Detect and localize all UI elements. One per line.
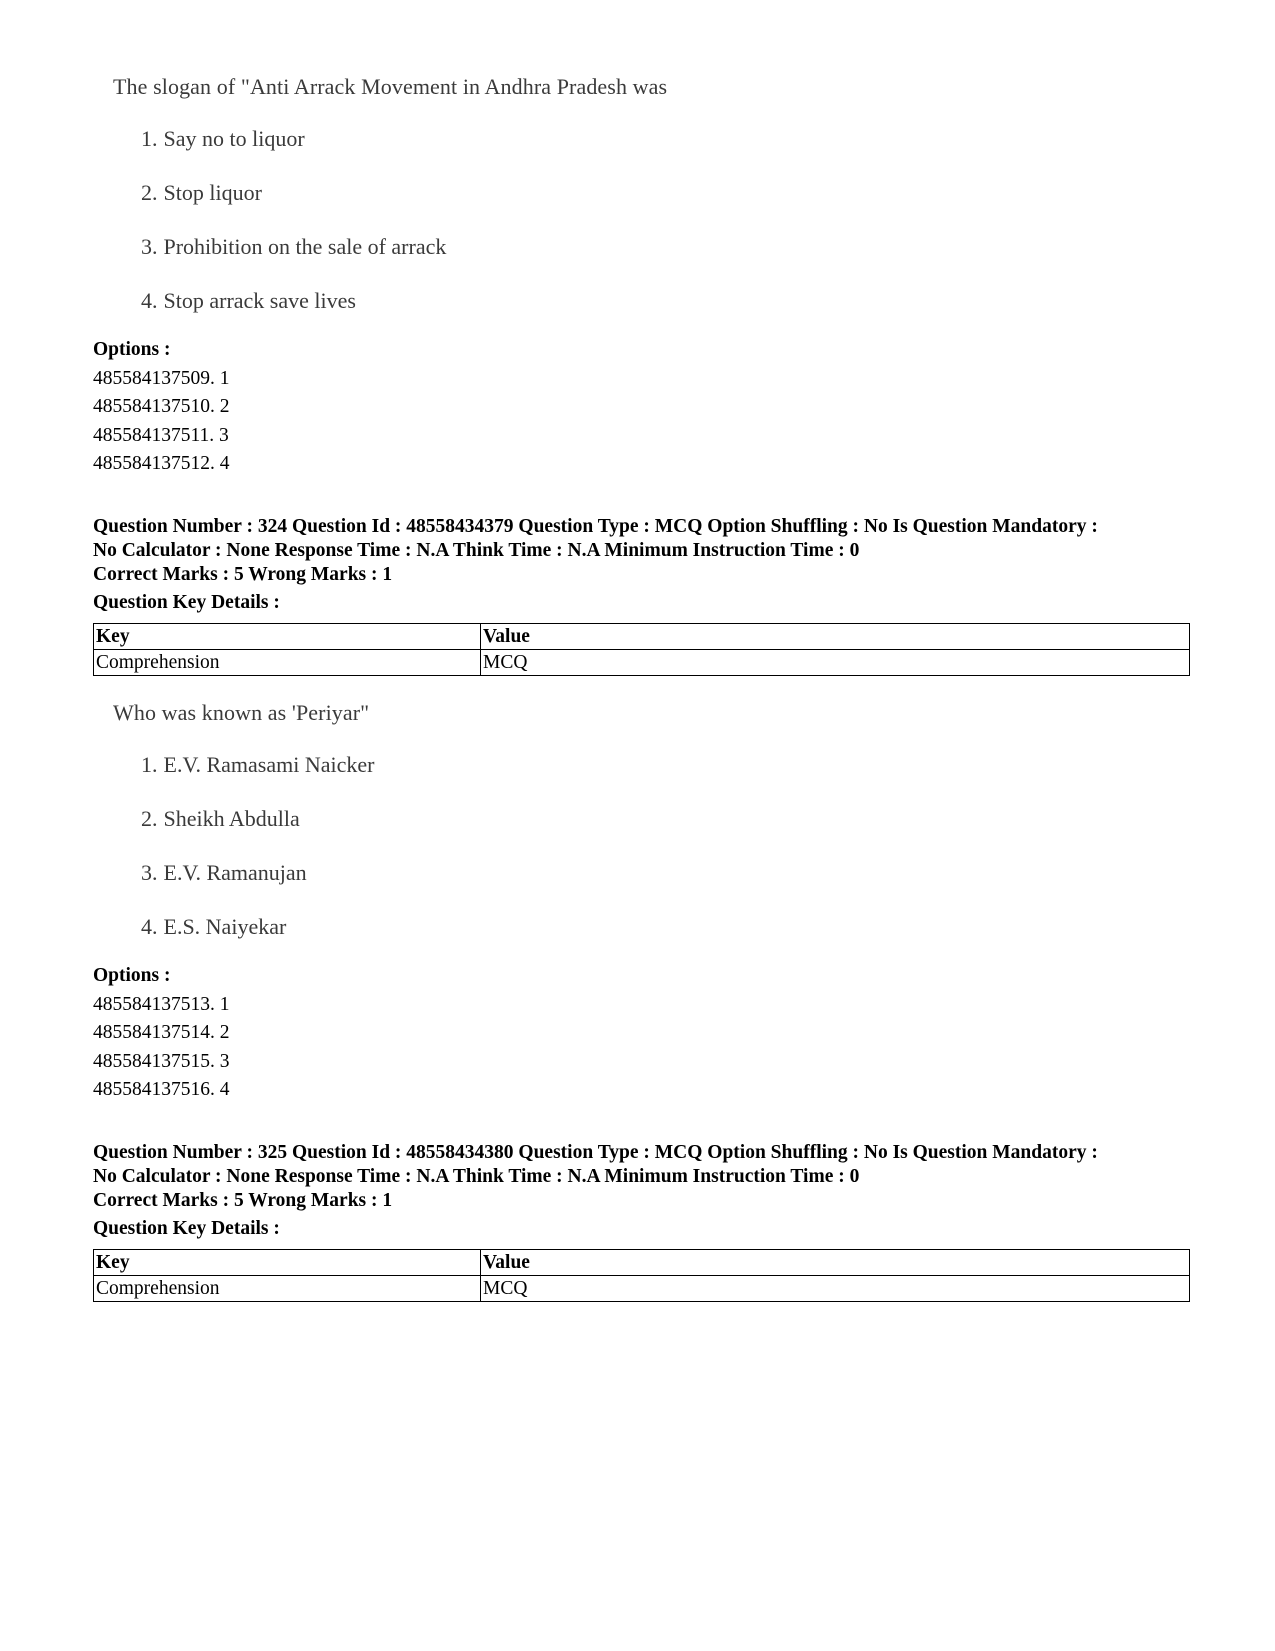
key-header-cell: Key — [94, 624, 481, 650]
value-header-cell: Value — [481, 624, 1190, 650]
key-table-row — [94, 1276, 1190, 1302]
question-image-324 — [93, 698, 374, 942]
value-cell: MCQ — [481, 650, 1190, 676]
question-choice-3: 3. Prohibition on the sale of arrack — [141, 234, 447, 259]
question-choice-1: 1. E.V. Ramasami Naicker — [141, 752, 375, 777]
option-item: 485584137509. 1 — [93, 367, 230, 389]
options-list-324 — [93, 962, 1193, 1105]
question-choice-4: 4. E.S. Naiyekar — [141, 914, 287, 939]
question-choice-2: 2. Sheikh Abdulla — [141, 806, 300, 831]
key-table-325 — [93, 1249, 1190, 1302]
question-meta-325 — [93, 1141, 1203, 1189]
key-header-cell: Key — [94, 1250, 481, 1276]
meta-line-1: Question Number : 324 Question Id : 48558434379 Question Type : MCQ Option Shuffling : No Is Question Mandatory : — [93, 516, 1098, 537]
key-table-324 — [93, 623, 1190, 676]
meta-line-2: No Calculator : None Response Time : N.A Think Time : N.A Minimum Instruction Time : 0 — [93, 1166, 860, 1187]
question-choice-2: 2. Stop liquor — [141, 180, 262, 205]
question-stem: The slogan of "Anti Arrack Movement in Andhra Pradesh was — [113, 74, 668, 99]
question-choice-1: 1. Say no to liquor — [141, 126, 305, 151]
marks-line-324: Correct Marks : 5 Wrong Marks : 1 — [93, 564, 393, 585]
key-details-label-324: Question Key Details : — [93, 592, 280, 613]
options-list-323 — [93, 336, 1193, 479]
value-cell: MCQ — [481, 1276, 1190, 1302]
question-meta-324 — [93, 515, 1203, 563]
option-item: 485584137516. 4 — [93, 1079, 230, 1100]
key-table-row — [94, 650, 1190, 676]
marks-line-325: Correct Marks : 5 Wrong Marks : 1 — [93, 1190, 393, 1211]
key-cell: Comprehension — [94, 1276, 481, 1302]
key-table-header — [94, 1250, 1190, 1276]
question-stem: Who was known as 'Periyar" — [113, 700, 370, 725]
key-details-label-325: Question Key Details : — [93, 1218, 280, 1239]
question-choice-3: 3. E.V. Ramanujan — [141, 860, 307, 885]
key-cell: Comprehension — [94, 650, 481, 676]
option-item: 485584137510. 2 — [93, 396, 230, 417]
question-image-323 — [93, 72, 667, 316]
key-table-header — [94, 624, 1190, 650]
meta-line-2: No Calculator : None Response Time : N.A Think Time : N.A Minimum Instruction Time : 0 — [93, 540, 860, 561]
meta-line-1: Question Number : 325 Question Id : 48558434380 Question Type : MCQ Option Shuffling : No Is Question Mandatory : — [93, 1142, 1098, 1163]
option-item: 485584137512. 4 — [93, 453, 230, 474]
option-item: 485584137514. 2 — [93, 1022, 230, 1043]
option-item: 485584137511. 3 — [93, 424, 229, 446]
option-item: 485584137515. 3 — [93, 1050, 230, 1072]
options-label: Options : — [93, 965, 171, 986]
value-header-cell: Value — [481, 1250, 1190, 1276]
question-choice-4: 4. Stop arrack save lives — [141, 288, 356, 313]
option-item: 485584137513. 1 — [93, 993, 230, 1015]
options-label: Options : — [93, 339, 171, 360]
